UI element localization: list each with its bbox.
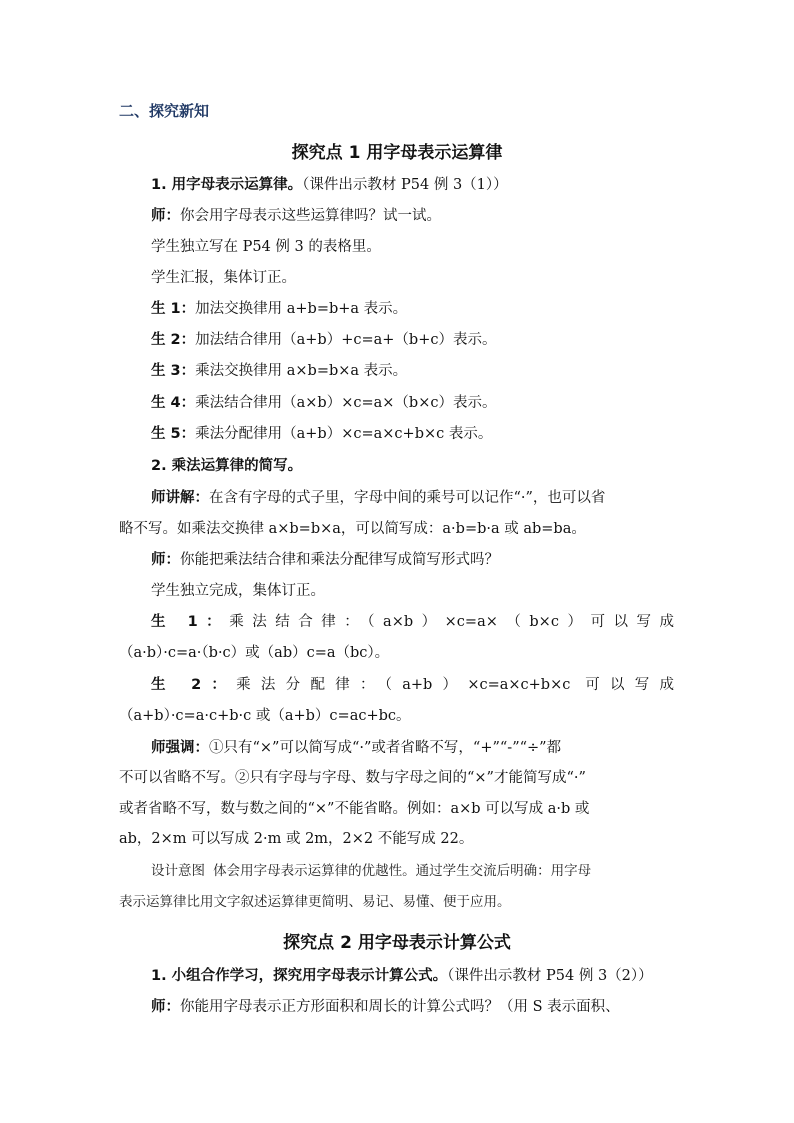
para-1-text: （课件出示教材 P54 例 3（1）） [302,177,508,193]
design-intent-text-1: 体会用字母表示运算律的优越性。通过学生交流后明确：用字母 [213,863,592,879]
design-intent-line-1 [151,861,591,881]
para-1-label: 1. 用字母表示运算律。 [151,177,303,193]
student-2-text: 加法结合律用（a+b）+c=a+（b+c）表示。 [195,332,497,348]
para-5-label: 2. 乘法运算律的简写。 [151,458,303,474]
para-4: 学生汇报，集体订正。 [151,270,296,286]
teacher-question-2-text: 你能用字母表示正方形面积和周长的计算公式吗？（用 S 表示面积、 [180,999,620,1015]
para-2 [151,206,711,226]
g1-label: 生 1： [151,614,230,630]
student-2-label: 生 2： [151,332,196,348]
student-3 [151,361,711,381]
student-5-text: 乘法分配律用（a+b）×c=a×c+b×c 表示。 [195,426,493,442]
heading-point-2: 探究点 2 用字母表示计算公式 [283,933,511,953]
student-5 [151,424,711,444]
teacher-question [151,550,711,570]
teacher-explain-label: 师讲解： [151,490,209,506]
student-4-label: 生 4： [151,395,196,411]
student-4 [151,393,711,413]
student-4-text: 乘法结合律用（a×b）×c=a×（b×c）表示。 [195,395,497,411]
g2-line-1 [151,675,674,695]
teacher-explain-line-2: 略不写。如乘法交换律 a×b=b×a，可以简写成：a·b=b·a 或 ab=ba。 [119,521,586,537]
student-1 [151,299,711,319]
group-study-label: 1. 小组合作学习，探究用字母表示计算公式。 [151,968,448,984]
emphasis-text-1: ①只有“×”可以简写成“·”或者省略不写，“+”“-”“÷”都 [209,740,562,756]
teacher-label: 师： [151,208,180,224]
student-3-text: 乘法交换律用 a×b=b×a 表示。 [195,363,408,379]
student-1-label: 生 1： [151,301,196,317]
teacher-explain-text-1: 在含有字母的式子里，字母中间的乘号可以记作“·”，也可以省 [209,490,606,506]
g1-line-1 [151,612,674,632]
heading-point-1: 探究点 1 用字母表示运算律 [291,143,503,163]
emphasis-label: 师强调： [151,740,209,756]
emphasis-line-1 [151,738,711,758]
student-2 [151,330,711,350]
student-3-label: 生 3： [151,363,196,379]
g2-line-2: （a+b）·c=a·c+b·c 或（a+b）c=ac+bc。 [119,708,411,724]
g1-line-2: （a·b）·c=a·（b·c）或（ab）c=a（bc）。 [119,645,390,661]
student-5-label: 生 5： [151,426,196,442]
para-6: 学生独立完成，集体订正。 [151,583,325,599]
g2-label: 生 2： [151,677,237,693]
section-title: 二、探究新知 [119,102,210,120]
teacher-question-2 [151,997,711,1017]
group-study-text: （课件出示教材 P54 例 3（2）） [447,968,653,984]
emphasis-line-3: 或者省略不写，数与数之间的“×”不能省略。例如：a×b 可以写成 a·b 或 [119,801,590,817]
teacher-explain-line-1 [151,488,711,508]
group-study [151,966,711,986]
teacher-label-3: 师： [151,999,180,1015]
design-intent-line-2: 表示运算律比用文字叙述运算律更简明、易记、易懂、便于应用。 [119,894,511,910]
design-intent-label: 设计意图 [151,863,205,879]
g1-text-1: 乘法结合律：（a×b）×c=a×（b×c）可以写成 [229,614,674,630]
para-1 [151,175,711,195]
student-1-text: 加法交换律用 a+b=b+a 表示。 [195,301,408,317]
para-3: 学生独立写在 P54 例 3 的表格里。 [151,239,381,255]
g2-text-1: 乘法分配律：（a+b）×c=a×c+b×c 可以写成 [236,677,674,693]
para-5 [151,456,711,476]
teacher-label-2: 师： [151,552,180,568]
emphasis-line-4: ab，2×m 可以写成 2·m 或 2m，2×2 不能写成 22。 [119,831,474,847]
para-2-text: 你会用字母表示这些运算律吗？试一试。 [180,208,441,224]
emphasis-line-2: 不可以省略不写。②只有字母与字母、数与字母之间的“×”才能简写成“·” [119,770,586,786]
teacher-question-text: 你能把乘法结合律和乘法分配律写成简写形式吗？ [180,552,499,568]
